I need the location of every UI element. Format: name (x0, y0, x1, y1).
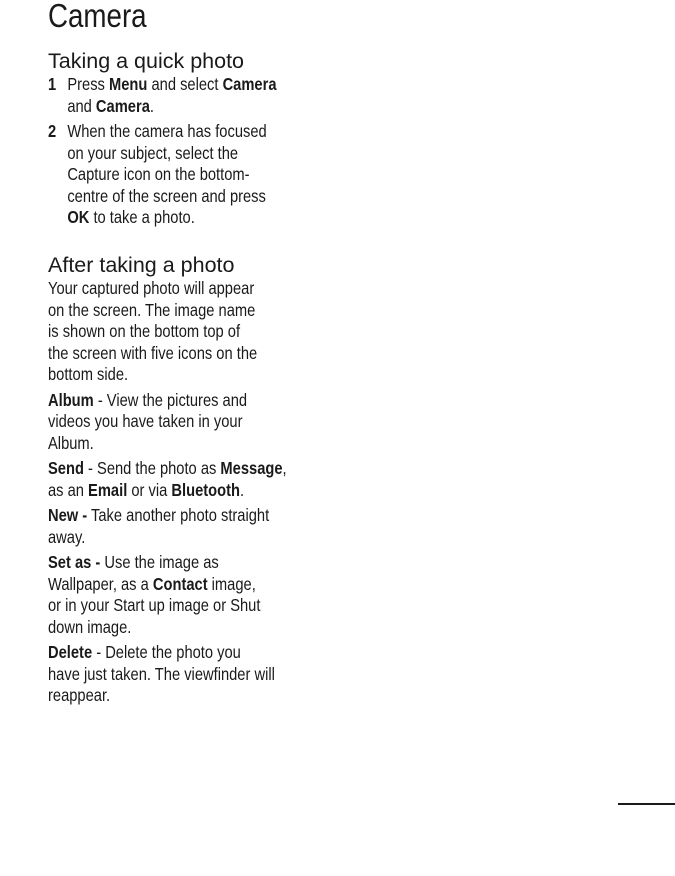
page-footer-rule (618, 803, 675, 805)
setas-paragraph: Set as - Use the image as Wallpaper, as a Contact image, or in your Start up image or Shut down image. (48, 552, 261, 637)
step-number: 2 (48, 121, 57, 141)
delete-paragraph: Delete - Delete the photo you have just taken. The viewfinder will reappear. (48, 642, 275, 705)
album-paragraph: Album - View the pictures and videos you have taken in your Album. (48, 389, 248, 453)
intro-paragraph: Your captured photo will appear on the screen. The image name is shown on the bottom top of the screen with five icons on the bottom side. (48, 278, 258, 384)
steps-list (48, 74, 318, 229)
new-paragraph: New - Take another photo straight away. (48, 505, 270, 547)
send-paragraph: Send - Send the photo as Message, as an Email or via Bluetooth. (48, 458, 287, 500)
manual-page (48, 0, 338, 705)
section-after-photo (48, 252, 370, 711)
step-number: 1 (48, 74, 57, 94)
section-body (48, 278, 318, 707)
section-heading: Taking a quick photo (48, 49, 245, 73)
page-title: Camera (48, 0, 147, 34)
section-quick-photo (48, 48, 370, 233)
section-heading: After taking a photo (48, 253, 235, 277)
step-item: 2 When the camera has focused on your subject, select the Capture icon on the bottom- centre of the screen and press OK to take a photo. (48, 121, 267, 227)
step-item: 1 Press Menu and select Camera and Camera. (48, 74, 277, 116)
